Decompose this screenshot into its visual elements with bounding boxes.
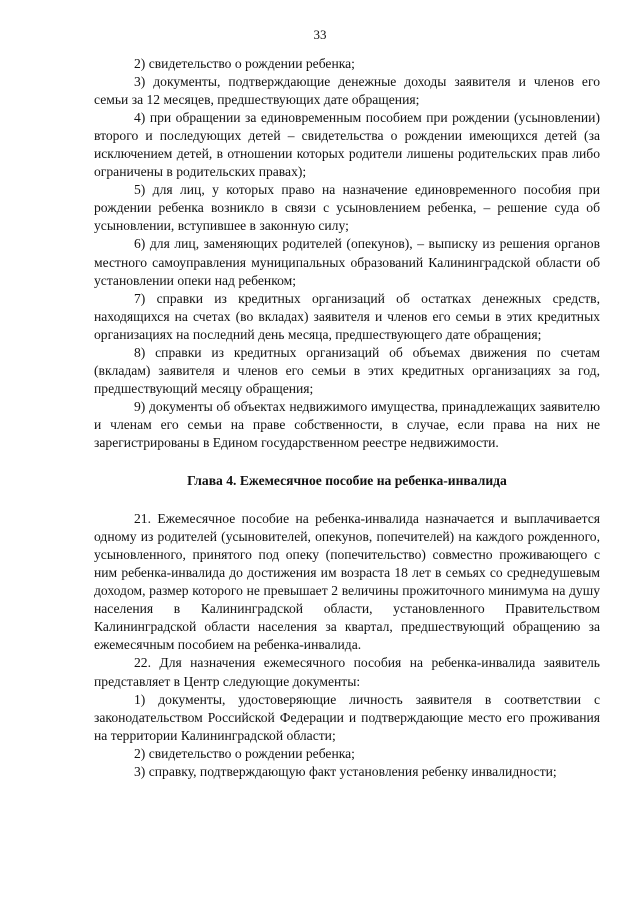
paragraph-clause-21: 21. Ежемесячное пособие на ребенка-инвалида назначается и выплачивается одному из родителей (усыновителей, опекунов, попечителей) на каждого рожденного, усыновленного, принятого под опеку (попечительство) совместно проживающего с ним ребенка-инвалида до достижения им возраста 18 лет в семьях со среднедушевым доходом, размер которого не превышает 2 величины прожиточного минимума на душу населения в Калининградской области, установленного Правительством Калининградской области населения за квартал, предшествующий обращению за ежемесячным пособием на ребенка-инвалида.	[94, 511, 600, 653]
page-number: 33	[313, 27, 327, 42]
paragraph-clause-22: 22. Для назначения ежемесячного пособия на ребенка-инвалида заявитель представляет в Центр следующие документы:	[94, 655, 600, 689]
paragraph-item-6: 6) для лиц, заменяющих родителей (опекунов), – выписку из решения органов местного самоуправления муниципальных образований Калининградской области об установлении опеки над ребенком;	[94, 236, 600, 288]
paragraph-item-4: 4) при обращении за единовременным пособием при рождении (усыновлении) второго и последующих детей – свидетельства о рождении имеющихся детей (за исключением детей, в отношении которых родители лишены родительских прав либо ограничены в родительских правах);	[94, 110, 600, 180]
paragraph-item-8: 8) справки из кредитных организаций об объемах движения по счетам (вкладам) заявителя и членов его семьи в этих кредитных организациях за год, предшествующий месяцу обращения;	[94, 344, 600, 396]
paragraph-item-2: 2) свидетельство о рождении ребенка;	[134, 56, 355, 71]
paragraph-item-3: 3) документы, подтверждающие денежные доходы заявителя и членов его семьи за 12 месяцев, предшествующих дате обращения;	[94, 74, 600, 108]
paragraph-doc-item-3: 3) справку, подтверждающую факт установления ребенку инвалидности;	[134, 763, 557, 779]
paragraph-item-9: 9) документы об объектах недвижимого имущества, принадлежащих заявителю и членам его семьи на праве собственности, в случае, если права на них не зарегистрированы в Едином государственном реестре недвижимости.	[94, 398, 600, 450]
paragraph-item-5: 5) для лиц, у которых право на назначение единовременного пособия при рождении ребенка возникло в связи с усыновлением ребенка, – решение суда об усыновлении, вступившее в законную силу;	[94, 182, 600, 234]
paragraph-doc-item-2: 2) свидетельство о рождении ребенка;	[134, 745, 355, 761]
paragraph-item-7: 7) справки из кредитных организаций об остатках денежных средств, находящихся на счетах (во вкладах) заявителя и членов его семьи в этих кредитных организациях на последний день месяца, предшествующего дате обращения;	[94, 290, 600, 342]
paragraph-doc-item-1: 1) документы, удостоверяющие личность заявителя в соответствии с законодательством Российской Федерации и подтверждающие место его проживания на территории Калининградской области;	[94, 691, 600, 743]
chapter-heading: Глава 4. Ежемесячное пособие на ребенка-инвалида	[187, 473, 507, 489]
document-body	[94, 55, 600, 781]
